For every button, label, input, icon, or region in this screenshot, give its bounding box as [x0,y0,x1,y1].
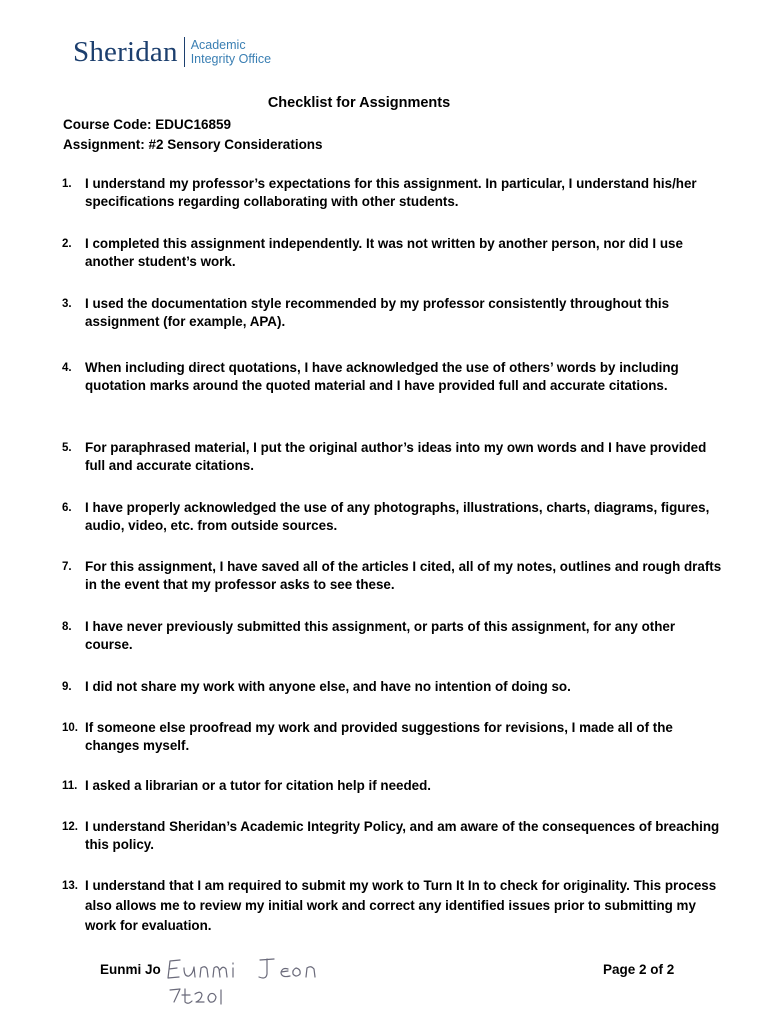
logo-subtitle-line1: Academic [190,38,246,52]
checklist-item [62,235,722,271]
logo-divider [184,37,185,67]
checklist-item [62,359,722,395]
checklist-item [62,777,722,795]
logo-subtitle [191,38,271,66]
student-name: Eunmi Jo [100,962,161,977]
assignment-name: Assignment: #2 Sensory Considerations [63,137,323,152]
item-number: 13. [62,880,78,892]
item-text: I did not share my work with anyone else, and have no intention of doing so. [85,679,571,694]
checklist-item [62,876,722,936]
handwritten-signature [162,950,332,1012]
checklist-item [62,439,722,475]
checklist-item [62,719,722,755]
item-text: I have never previously submitted this assignment, or parts of this assignment, for any other course. [85,619,676,652]
logo-subtitle-line2: Integrity Office [190,52,272,66]
logo-wordmark: Sheridan [73,35,178,68]
item-text: I understand that I am required to submit my work to Turn It In to check for originality. This process also allows me to review my initial work and correct any identified issues prior to submitting my work for evaluation. [85,878,717,933]
document-title: Checklist for Assignments [267,95,451,111]
sheridan-logo [73,34,271,70]
item-text: When including direct quotations, I have acknowledged the use of others’ words by including quotation marks around the quoted material and I have provided full and accurate citations. [85,360,679,393]
item-text: I understand my professor’s expectations for this assignment. In particular, I understand his/her specifications regarding collaborating with other students. [85,176,697,209]
checklist-item [62,295,722,331]
checklist-item [62,175,722,211]
item-text: For paraphrased material, I put the original author’s ideas into my own words and I have provided full and accurate citations. [85,440,707,473]
item-number: 1. [62,178,72,190]
item-number: 3. [62,298,72,310]
item-text: For this assignment, I have saved all of the articles I cited, all of my notes, outlines and rough drafts in the event that my professor asks to see these. [85,559,722,592]
item-number: 10. [62,722,78,734]
checklist-item [62,499,722,535]
item-text: I asked a librarian or a tutor for citation help if needed. [85,778,431,793]
item-number: 7. [62,561,72,573]
item-number: 4. [62,362,72,374]
item-number: 12. [62,821,78,833]
item-text: I have properly acknowledged the use of any photographs, illustrations, charts, diagrams, figures, audio, video, etc. from outside sources. [85,500,710,533]
item-text: I understand Sheridan’s Academic Integrity Policy, and am aware of the consequences of breaching this policy. [85,819,720,852]
item-number: 2. [62,238,72,250]
checklist-item [62,678,722,696]
item-number: 9. [62,681,72,693]
page-number: Page 2 of 2 [603,962,675,977]
checklist-item [62,558,722,594]
checklist-item [62,818,722,854]
checklist-item [62,618,722,654]
item-number: 8. [62,621,72,633]
item-text: I used the documentation style recommended by my professor consistently throughout this assignment (for example, APA). [85,296,670,329]
item-text: If someone else proofread my work and provided suggestions for revisions, I made all of the changes myself. [85,720,673,753]
item-number: 6. [62,502,72,514]
item-number: 11. [62,780,78,792]
course-code: Course Code: EDUC16859 [63,117,232,132]
item-number: 5. [62,442,72,454]
item-text: I completed this assignment independently. It was not written by another person, nor did I use another student’s work. [85,236,683,269]
